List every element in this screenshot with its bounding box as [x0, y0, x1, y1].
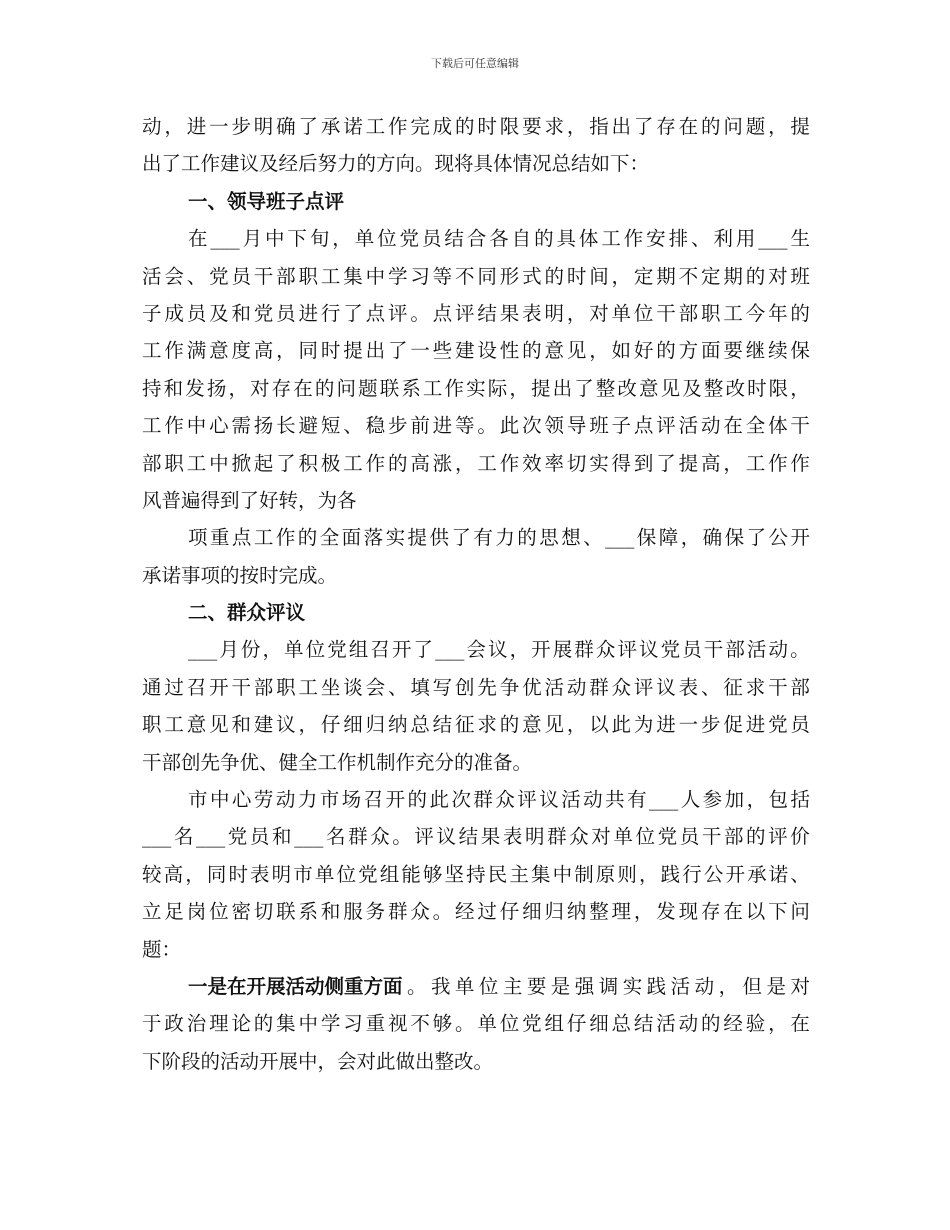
text-line: 一是在开展活动侧重方面 。 我 单 位 主 要 是 强 调 实 践 活 动 ， 但 是 对 — [142, 968, 810, 1005]
text-line: 市 中 心 劳 动 力 市 场 召 开 的 此 次 群 众 评 议 活 动 共 有 ___ 人 参 加 ， 包 括 — [188, 788, 810, 812]
section-heading: 二、群众评议 — [188, 601, 306, 625]
text-line: 下阶段的活动开展中，会对此做出整改。 — [142, 1049, 494, 1073]
text-line: 工 作 满 意 度 高 ， 同 时 提 出 了 一 些 建 设 性 的 意 见 ， 如 好 的 方 面 要 继 续 保 — [142, 339, 810, 363]
text-line: ___ 名 ___ 党 员 和 ___ 名 群 众 。 评 议 结 果 表 明 群 众 对 单 位 党 员 干 部 的 评 价 — [142, 825, 810, 849]
text-line: 出了工作建议及经后努力的方向。现将具体情况总结如下： — [142, 152, 650, 176]
text-line: 在 ___ 月 中 下 旬 ， 单 位 党 员 结 合 各 自 的 具 体 工 作 安 排 、 利 用 ___ 生 — [188, 227, 810, 251]
text-line: 职 工 意 见 和 建 议 ， 仔 细 归 纳 总 结 征 求 的 意 见 ， 以 此 为 进 一 步 促 进 党 员 — [142, 713, 810, 737]
page-header: 下载后可任意编辑 — [431, 57, 519, 70]
text-line: 题： — [142, 937, 182, 961]
text-line: 工 作 中 心 需 扬 长 避 短 、 稳 步 前 进 等 。 此 次 领 导 班 子 点 评 活 动 在 全 体 干 — [142, 414, 810, 438]
text-line: 活 会 、 党 员 干 部 职 工 集 中 学 习 等 不 同 形 式 的 时 间 ， 定 期 不 定 期 的 对 班 — [142, 264, 810, 288]
text-line: 项 重 点 工 作 的 全 面 落 实 提 供 了 有 力 的 思 想 、 ___ 保 障 ， 确 保 了 公 开 — [188, 526, 810, 550]
text-line: 子 成 员 及 和 党 员 进 行 了 点 评 。 点 评 结 果 表 明 ， 对 单 位 干 部 职 工 今 年 的 — [142, 301, 810, 325]
text-line: 风普遍得到了好转，为各 — [142, 488, 357, 512]
text-line: 于 政 治 理 论 的 集 中 学 习 重 视 不 够 。 单 位 党 组 仔 细 总 结 活 动 的 经 验 ， 在 — [142, 1012, 810, 1036]
document-body — [142, 108, 810, 1080]
text-line: 动 ， 进 一 步 明 确 了 承 诺 工 作 完 成 的 时 限 要 求 ， 指 出 了 存 在 的 问 题 ， 提 — [142, 115, 810, 138]
text-line: 承诺事项的按时完成。 — [142, 563, 338, 587]
text-line: ___ 月 份 ， 单 位 党 组 召 开 了 ___ 会 议 ， 开 展 群 众 评 议 党 员 干 部 活 动 。 — [188, 638, 810, 662]
text-line: 干部创先争优、健全工作机制作充分的准备。 — [142, 750, 533, 774]
text-line: 部 职 工 中 掀 起 了 积 极 工 作 的 高 涨 ， 工 作 效 率 切 实 得 到 了 提 高 ， 工 作 作 — [142, 451, 810, 475]
text-line: 较 高 ， 同 时 表 明 市 单 位 党 组 能 够 坚 持 民 主 集 中 制 原 则 ， 践 行 公 开 承 诺 、 — [142, 862, 810, 886]
text-line: 立 足 岗 位 密 切 联 系 和 服 务 群 众 。 经 过 仔 细 归 纳 整 理 ， 发 现 存 在 以 下 问 — [142, 900, 810, 924]
text-line: 通 过 召 开 干 部 职 工 坐 谈 会 、 填 写 创 先 争 优 活 动 群 众 评 议 表 、 征 求 干 部 — [142, 675, 810, 699]
section-heading: 一、领导班子点评 — [188, 189, 345, 213]
text-line: 持 和 发 扬 ， 对 存 在 的 问 题 联 系 工 作 实 际 ， 提 出 了 整 改 意 见 及 整 改 时 限 ， — [142, 376, 810, 400]
bold-lead: 一是在开展活动侧重方面 — [188, 974, 403, 998]
